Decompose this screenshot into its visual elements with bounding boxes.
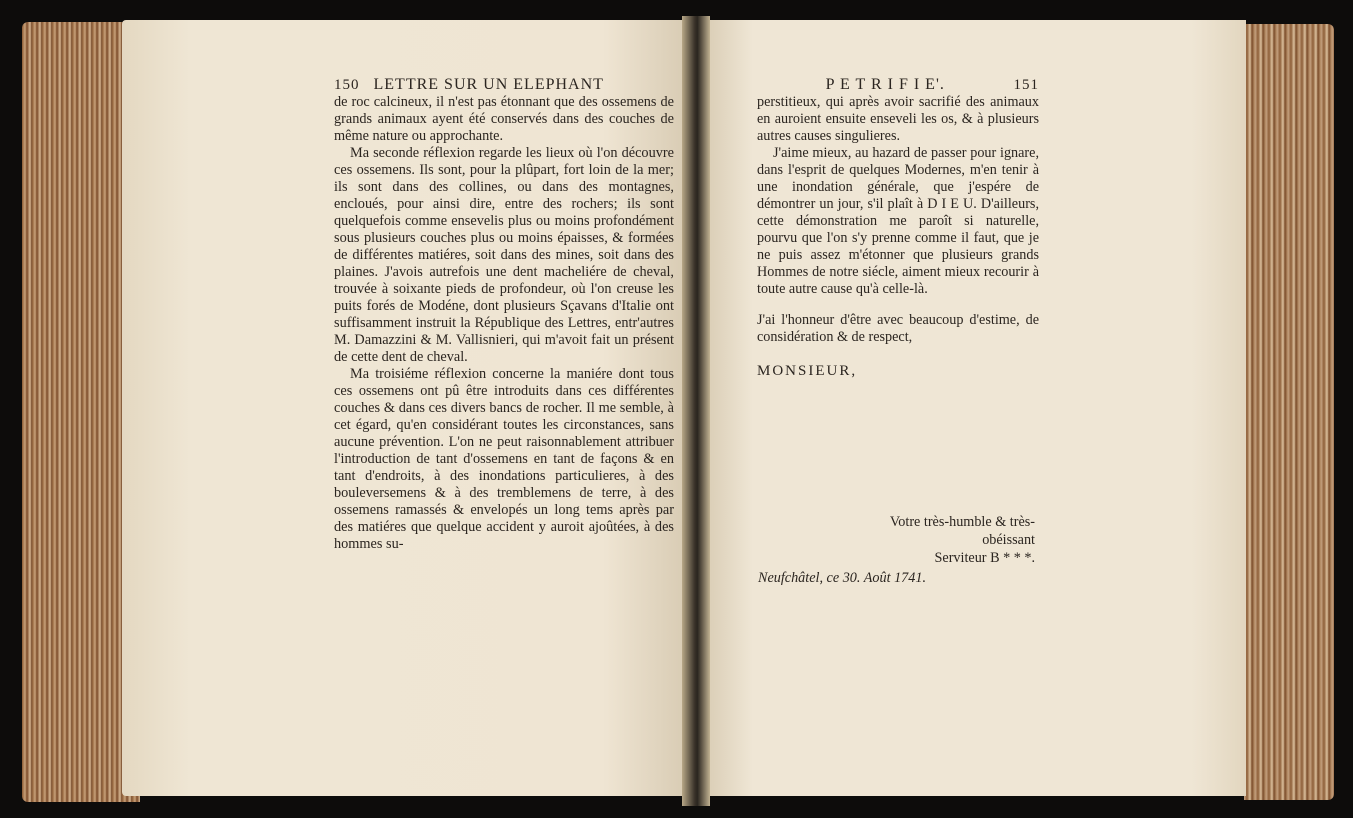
right-page-number: 151: [1013, 77, 1039, 93]
right-running-title: P E T R I F I E'.: [825, 76, 945, 93]
right-page-text: [757, 76, 1039, 380]
left-page-number: 150: [334, 77, 360, 93]
letter-salutation: MONSIEUR,: [757, 363, 858, 379]
left-running-head: [334, 76, 674, 94]
letter-closing: J'ai l'honneur d'être avec beaucoup d'estime, de considération & de respect,: [757, 312, 1039, 345]
left-page-text: [334, 76, 674, 553]
left-paragraph-3: Ma troisiéme réflexion concerne la maniére dont tous ces ossemens ont pû être introduits dans ces différentes couches & dans ces divers bancs de rocher. Il me semble, à cet égard, qu'en considérant toutes les circonstances, sans aucune prévention. L'on ne peut raisonnablement attribuer l'introduction de tant d'ossemens en tant de façons & en tant d'endroits, à des inondations particulieres, à des bouleversemens & à des tremblemens de terre, à des ossemens ramassés & envelopés un long tems après par des matiéres que quelque accident y auroit ajoûtées, à des hommes su-: [334, 366, 674, 552]
right-page-edges: [1244, 24, 1334, 800]
signature-line-1: Votre très-humble & très-obéissant: [889, 514, 1035, 548]
open-book: [22, 16, 1334, 804]
signature-block: [845, 513, 1035, 567]
right-paragraph-2: J'aime mieux, au hazard de passer pour ignare, dans l'esprit de quelques Modernes, m'en tenir à une inondation générale, que j'espére de démontrer un jour, s'il plaît à D I E U. D'ailleurs, cette démonstration me paroît si naturelle, pourvu que l'on s'y prenne comme il faut, que je ne puis assez m'étonner que plusieurs grands Hommes de notre siécle, aiment mieux recourir à toute autre cause qu'à celle-là.: [757, 145, 1039, 297]
signature-line-2: Serviteur B * * *.: [934, 550, 1035, 566]
right-running-head: [757, 76, 1039, 94]
left-paragraph-2: Ma seconde réflexion regarde les lieux où l'on découvre ces ossemens. Ils sont, pour la plûpart, fort loin de la mer; ils sont dans des collines, ou dans des montagnes, encloués, pour ainsi dire, entre des rochers; ils sont quelquefois comme ensevelis plus ou moins profondément sous plusieurs couches plus ou moins épaisses, & formées de différentes matiéres, soit dans des mines, soit dans des plaines. J'avois autrefois une dent macheliére de cheval, trouvée à soixante pieds de profondeur, où l'on creuse les puits forés de Modéne, dont plusieurs Sçavans d'Italie ont suffisamment instruit la République des Lettres, entr'autres M. Damazzini & M. Vallisnieri, qui m'avoit fait un présent de cette dent de cheval.: [334, 145, 674, 365]
book-gutter: [682, 16, 710, 806]
right-paragraph-1: perstitieux, qui après avoir sacrifié des animaux en auroient ensuite enseveli les os, & à plusieurs autres causes singulieres.: [757, 94, 1039, 144]
left-running-title: LETTRE SUR UN ELEPHANT: [373, 76, 604, 93]
place-and-date: Neufchâtel, ce 30. Août 1741.: [758, 570, 926, 586]
left-paragraph-1: de roc calcineux, il n'est pas étonnant que des ossemens de grands animaux ayent été conservés dans des couches de même nature ou approchante.: [334, 94, 674, 144]
